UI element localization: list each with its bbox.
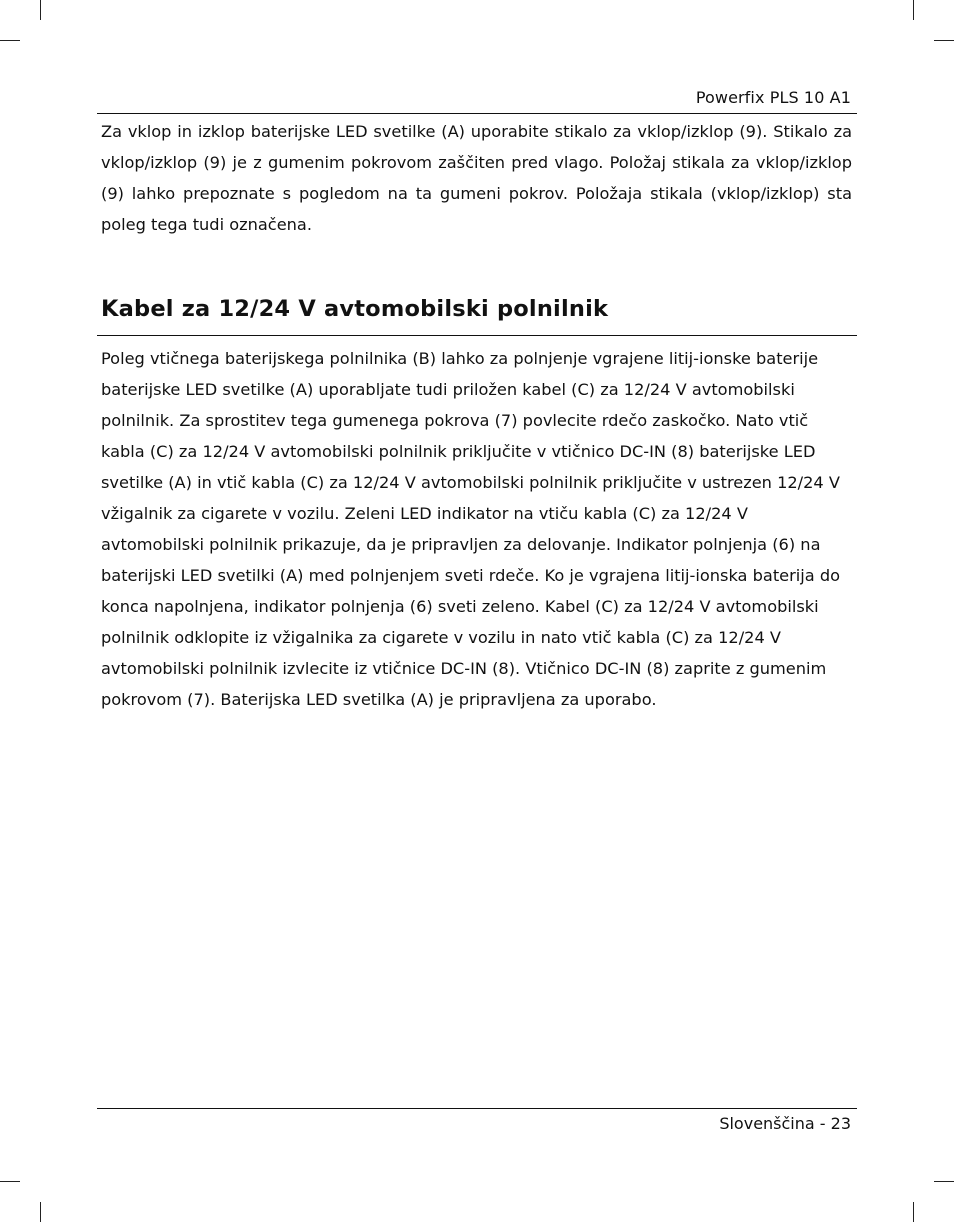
- crop-mark: [913, 1202, 914, 1222]
- intro-paragraph: Za vklop in izklop baterijske LED svetilke (A) uporabite stikalo za vklop/izklop (9). Stikalo za vklop/izklop (9) je z gumenim pokrovom zaščiten pred vlago. Položaj stikala za vklop/izklop (9) lahko prepoznate s pogledom na ta gumeni pokrov. Položaja stikala (vklop/izklop) sta poleg tega tudi označena.: [101, 122, 852, 234]
- section-divider: [97, 335, 857, 336]
- crop-mark: [0, 1181, 20, 1182]
- crop-mark: [934, 40, 954, 41]
- header-product-name: Powerfix PLS 10 A1: [695, 88, 851, 107]
- crop-mark: [0, 40, 20, 41]
- footer-divider: [97, 1108, 857, 1109]
- crop-mark: [40, 1202, 41, 1222]
- header-divider: [97, 113, 857, 114]
- crop-mark: [40, 0, 41, 20]
- crop-mark: [913, 0, 914, 20]
- crop-mark: [934, 1181, 954, 1182]
- section-heading: Kabel za 12/24 V avtomobilski polnilnik: [101, 296, 609, 322]
- page-number: Slovenščina - 23: [719, 1114, 851, 1133]
- section-paragraph: Poleg vtičnega baterijskega polnilnika (B) lahko za polnjenje vgrajene litij-ionske baterije baterijske LED svetilke (A) uporabljate tudi priložen kabel (C) za 12/24 V avtomobilski polnilnik. Za sprostitev tega gumenega pokrova (7) povlecite rdečo zaskočko. Nato vtič kabla (C) za 12/24 V avtomobilski polnilnik priključite v vtičnico DC-IN (8) baterijske LED svetilke (A) in vtič kabla (C) za 12/24 V avtomobilski polnilnik priključite v ustrezen 12/24 V vžigalnik za cigarete v vozilu. Zeleni LED indikator na vtiču kabla (C) za 12/24 V avtomobilski polnilnik prikazuje, da je pripravljen za delovanje. Indikator polnjenja (6) na baterijski LED svetilki (A) med polnjenjem sveti rdeče. Ko je vgrajena litij-ionska baterija do konca napolnjena, indikator polnjenja (6) sveti zeleno. Kabel (C) za 12/24 V avtomobilski polnilnik odklopite iz vžigalnika za cigarete v vozilu in nato vtič kabla (C) za 12/24 V avtomobilski polnilnik izvlecite iz vtičnice DC-IN (8). Vtičnico DC-IN (8) zaprite z gumenim pokrovom (7). Baterijska LED svetilka (A) je pripravljena za uporabo.: [101, 349, 841, 709]
